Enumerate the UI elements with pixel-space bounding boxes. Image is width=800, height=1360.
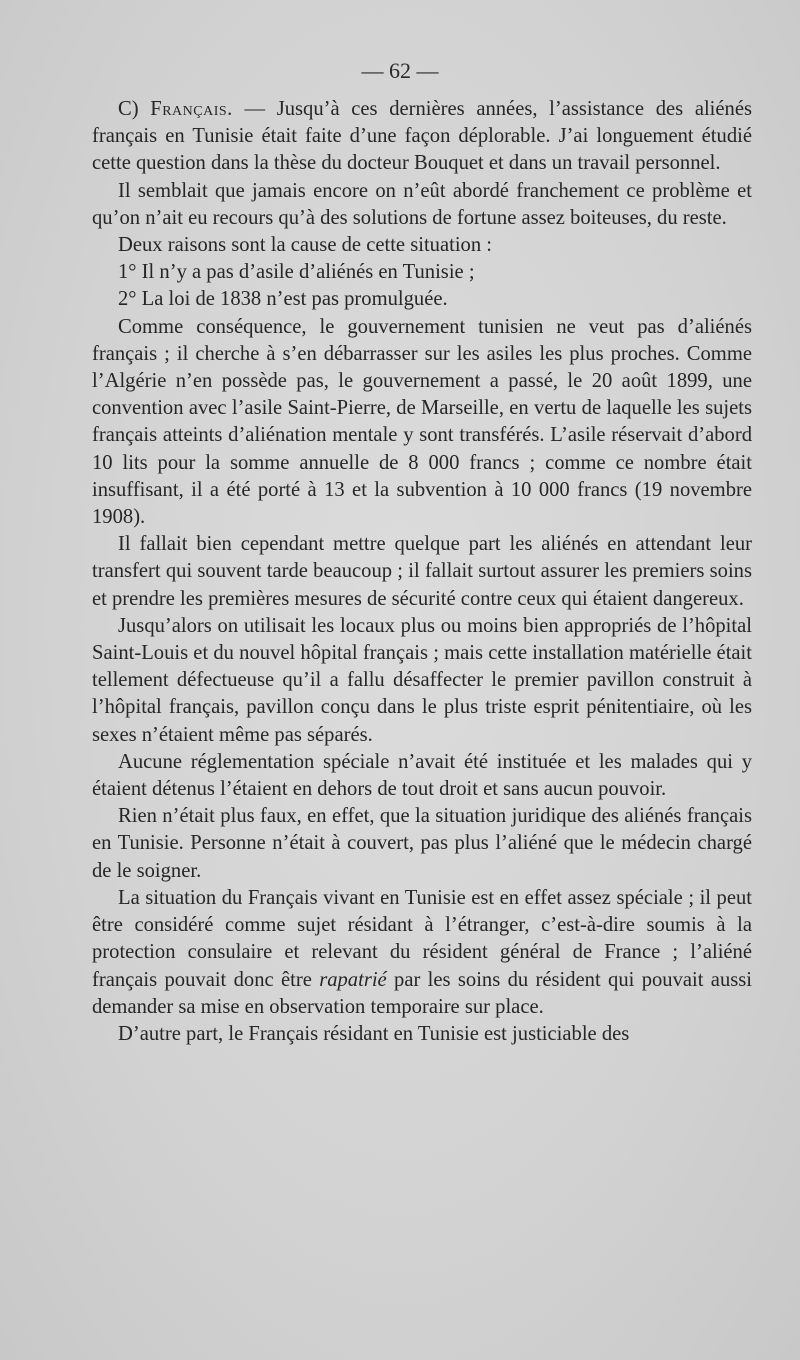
section-heading: Français.	[150, 98, 233, 120]
intro-paragraph	[92, 96, 752, 178]
last-paragraph: D’autre part, le Français résidant en Tunisie est justiciable des	[118, 1022, 630, 1045]
list-item: 2° La loi de 1838 n’est pas promulguée.	[118, 288, 448, 311]
situation-text-after: par les soins du résident qui pouvait aussi demander sa mise en observation temporaire sur place.	[92, 968, 752, 1018]
body-text	[92, 96, 752, 1048]
paragraph: Il fallait bien cependant mettre quelque part les aliénés en attendant leur transfert qui souvent tarde beaucoup ; il fallait surtout assurer les premiers soins et prendre les premières mesures de sécurité contre ceux qui étaient dangereux.	[92, 533, 752, 610]
paragraph: Il semblait que jamais encore on n’eût abordé franchement ce problème et qu’on n’ait eu recours qu’à des solutions de fortune assez boiteuses, du reste.	[92, 179, 752, 229]
paragraph: Jusqu’alors on utilisait les locaux plus ou moins bien appropriés de l’hôpital Saint-Louis et du nouvel hôpital français ; mais cette installation matérielle était tellement défectueuse qu’il a fallu désaffecter le premier pavillon construit à l’hôpital français, pavillon conçu dans le plus triste esprit pénitentiaire, où les sexes n’étaient même pas séparés.	[92, 614, 752, 746]
situation-paragraph	[92, 885, 752, 1021]
paragraph: Rien n’était plus faux, en effet, que la situation juridique des aliénés français en Tunisie. Personne n’était à couvert, pas plus l’aliéné que le médecin chargé de le soigner.	[92, 805, 752, 882]
paragraph: Aucune réglementation spéciale n’avait été instituée et les malades qui y étaient détenus l’étaient en dehors de tout droit et sans aucun pouvoir.	[92, 750, 752, 801]
page-number: — 62 —	[361, 58, 439, 83]
intro-text: — Jusqu’à ces dernières années, l’assistance des aliénés français en Tunisie était faite d’une façon déplorable. J’ai longuement étudié cette question dans la thèse du docteur Bouquet et dans un travail personnel.	[92, 98, 752, 175]
paragraph: Comme conséquence, le gouvernement tunisien ne veut pas d’aliénés français ; il cherche à s’en débarrasser sur les asiles les plus proches. Comme l’Algérie n’en possède pas, le gouvernement a passé, le 20 août 1899, une convention avec l’asile Saint-Pierre, de Marseille, en vertu de laquelle les sujets français atteints d’aliénation mentale y sont transférés. L’asile réservait d’abord 10 lits pour la somme annuelle de 8 000 francs ; comme ce nombre était insuffisant, il a été porté à 13 et la subvention à 10 000 francs (19 novembre 1908).	[92, 315, 752, 529]
emphasized-word: rapatrié	[319, 968, 387, 991]
section-label: C)	[118, 98, 139, 120]
paragraph: Deux raisons sont la cause de cette situation :	[118, 234, 493, 257]
situation-text-before: La situation du Français vivant en Tunisie est en effet assez spéciale ; il peut être considéré comme sujet résidant à l’étranger, c’est-à-dire soumis à la protection consulaire et relevant du résident général de France ; l’aliéné français pouvait donc être	[92, 886, 752, 991]
list-item: 1° Il n’y a pas d’asile d’aliénés en Tunisie ;	[118, 261, 475, 284]
